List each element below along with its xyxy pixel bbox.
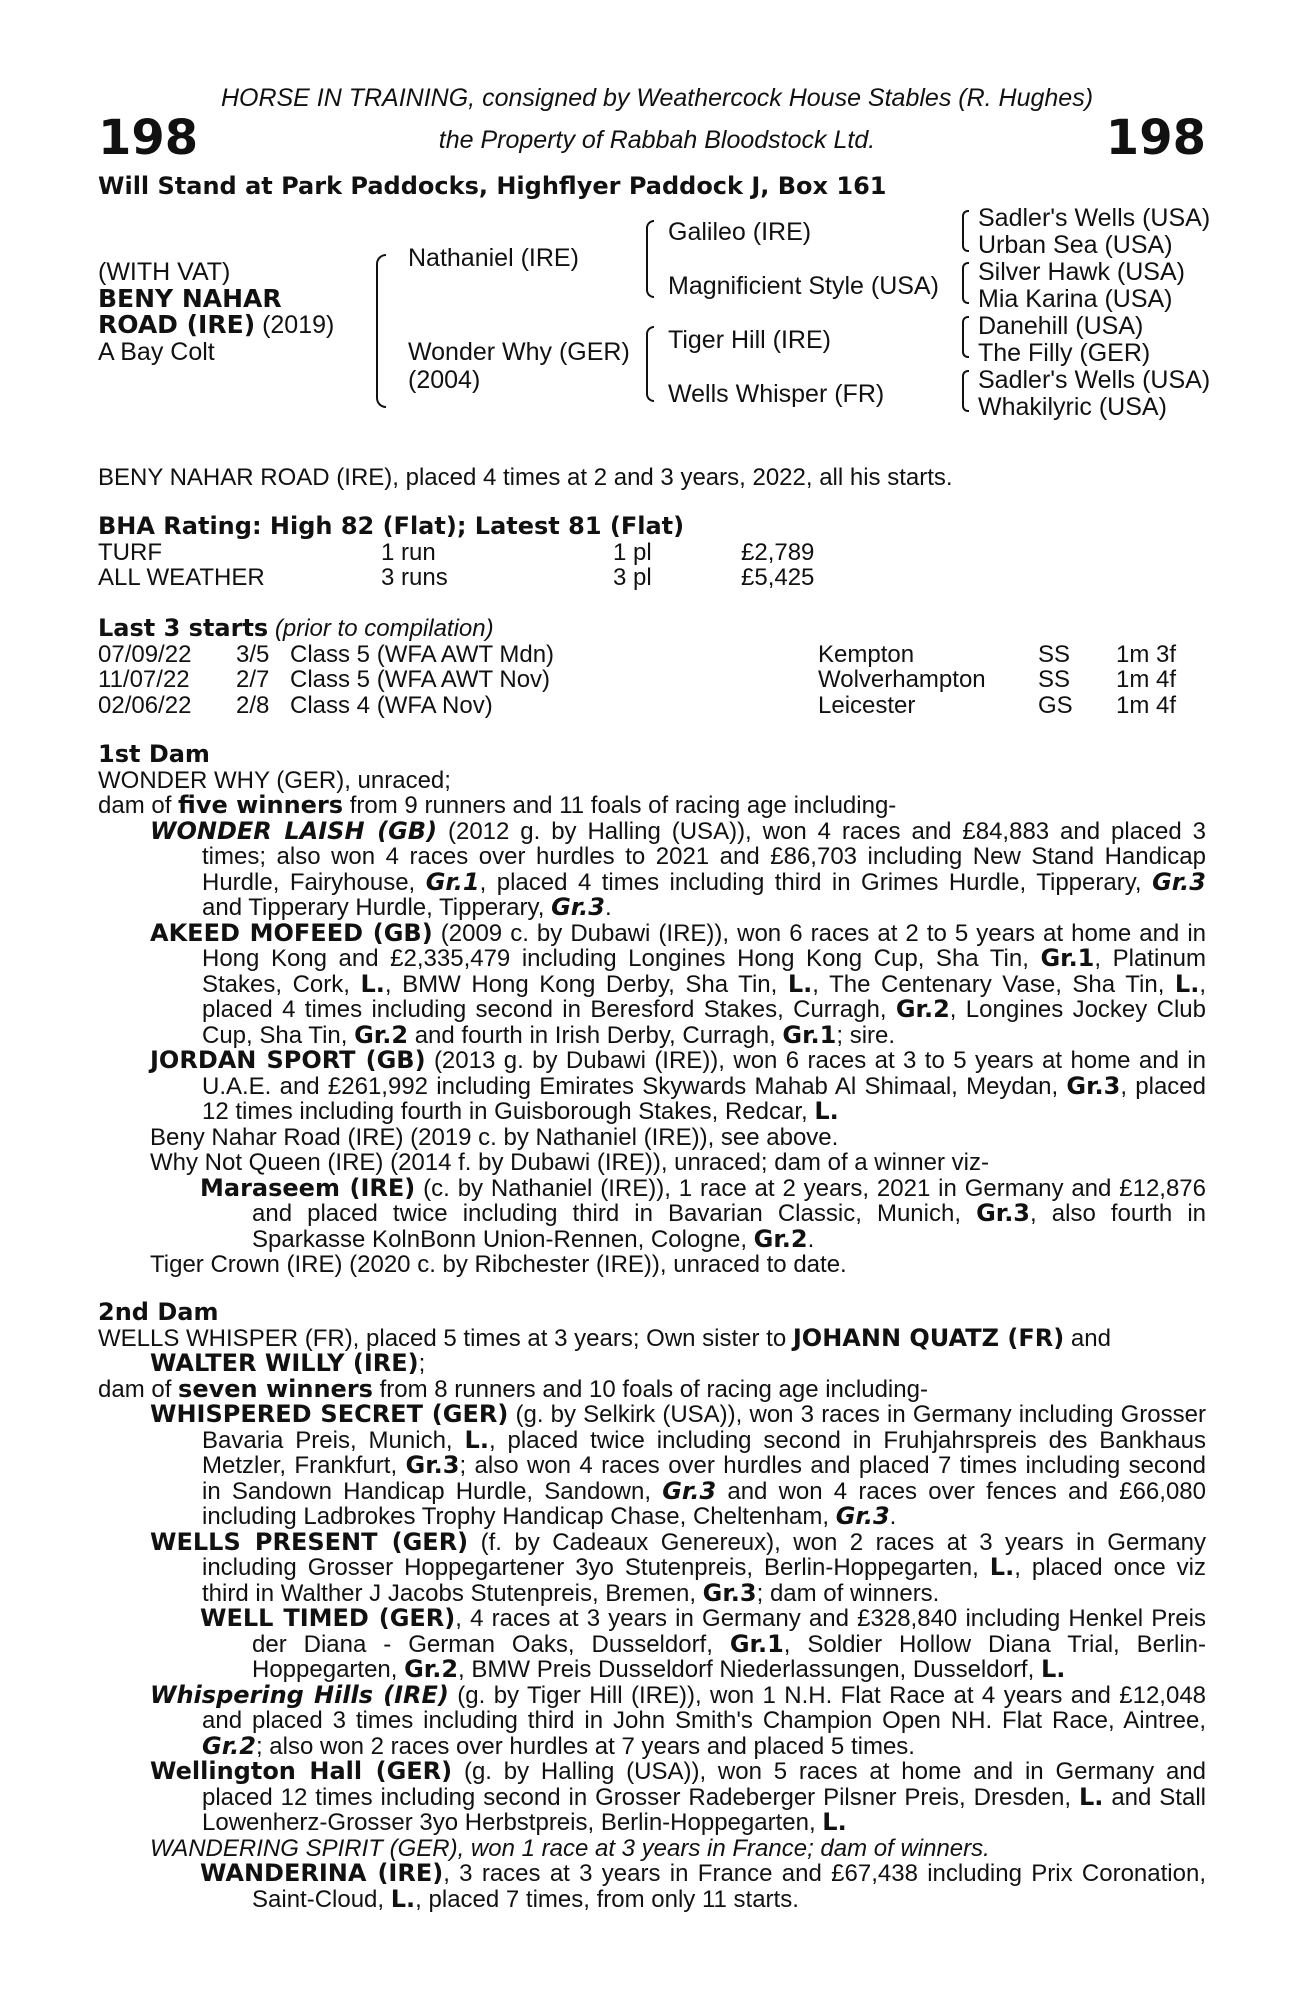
- pedigree-brace-dd: [962, 370, 969, 412]
- placed: 1 pl: [613, 538, 652, 566]
- grade: Gr.3: [662, 1476, 717, 1505]
- text: , placed 12 times including fourth in Guisborough Stakes, Redcar,: [202, 1072, 1206, 1125]
- text: , placed twice including second in Fruhjahrspreis des Bankhaus Metzler, Frankfurt,: [202, 1426, 1207, 1479]
- grade: Gr.3: [976, 1199, 1031, 1227]
- grade: Gr.3: [1152, 867, 1206, 896]
- pedigree-sss: Sadler's Wells (USA): [978, 204, 1211, 232]
- produce-entry: Tiger Crown (IRE) (2020 c. by Ribchester (IRE)), unraced to date.: [150, 1251, 847, 1278]
- grade: Gr.1: [729, 1629, 784, 1658]
- grade: L.: [1174, 969, 1200, 998]
- grade: L.: [814, 1097, 839, 1125]
- produce-name: Whispering Hills (IRE): [150, 1680, 449, 1709]
- earnings: £2,789: [741, 538, 815, 566]
- grade: Gr.2: [202, 1731, 256, 1760]
- produce-entry: [150, 918, 1207, 1049]
- text: dam of: [98, 1375, 179, 1403]
- lot-number-left: 198: [98, 110, 199, 166]
- text: ; also won 2 races over hurdles at 7 years and placed 5 times.: [255, 1732, 915, 1760]
- pedigree-dss: Danehill (USA): [978, 312, 1144, 340]
- grade: L.: [390, 1884, 416, 1913]
- text: and won 4 races over fences and £66,080 including Ladbrokes Trophy Handicap Chase, Cheltenham,: [202, 1477, 1206, 1530]
- starts-section: [98, 616, 1206, 718]
- first-dam-line: WONDER WHY (GER), unraced;: [98, 766, 451, 794]
- horse-year: (2019): [262, 311, 335, 339]
- grade: Gr.3: [702, 1578, 757, 1607]
- text: .: [807, 1225, 815, 1253]
- produce-entry: [150, 1527, 1207, 1607]
- text: .: [605, 894, 612, 921]
- rating-title: BHA Rating: High 82 (Flat); Latest 81 (Flat): [98, 512, 685, 540]
- text: ; dam of winners.: [756, 1579, 940, 1607]
- text: , 3 races at 3 years in France and £67,438 including Prix Coronation, Saint-Cloud,: [252, 1860, 1206, 1913]
- start-race: Class 5 (WFA AWT Nov): [290, 666, 551, 693]
- winners-count: seven winners: [178, 1374, 373, 1403]
- grade: Gr.3: [551, 893, 605, 921]
- vat-label: (WITH VAT): [98, 258, 231, 286]
- horse-description: A Bay Colt: [98, 338, 215, 366]
- pedigree-sire-dam: Magnificient Style (USA): [668, 272, 939, 300]
- pedigree-brace-main: [376, 254, 386, 408]
- pedigree-ddd: Whakilyric (USA): [978, 393, 1167, 421]
- text: , Soldier Hollow Diana Trial, Berlin-Hoppegarten,: [252, 1630, 1206, 1683]
- surface: ALL WEATHER: [98, 564, 265, 591]
- winners-count: five winners: [178, 791, 344, 819]
- text: WELLS WHISPER (FR), placed 5 times at 3 years; Own sister to: [98, 1324, 793, 1352]
- produce-name: Wellington Hall (GER): [150, 1757, 453, 1785]
- consignment-line: HORSE IN TRAINING, consigned by Weathercock House Stables (R. Hughes): [220, 84, 1094, 112]
- start-distance: 1m 3f: [1116, 640, 1177, 668]
- grade: Gr.3: [835, 1502, 890, 1530]
- horse-name-line2: [98, 310, 334, 340]
- surface: TURF: [98, 538, 162, 566]
- pedigree-ssd: Urban Sea (USA): [978, 231, 1173, 259]
- grade: Gr.2: [753, 1224, 808, 1253]
- grade: Gr.1: [782, 1020, 837, 1049]
- text: ;: [418, 1350, 426, 1377]
- grade: Gr.2: [404, 1655, 459, 1683]
- text: (2013 g. by Dubawi (IRE)), won 6 races at 3 to 5 years at home and in U.A.E. and £261,992 including Emirates Skywards Mahab Al Shimaal, Meydan,: [202, 1047, 1206, 1100]
- produce-entry: [150, 1048, 1206, 1125]
- text: , also fourth in Sparkasse KolnBonn Union-Rennen, Cologne,: [252, 1200, 1207, 1253]
- grade: L.: [989, 1553, 1015, 1581]
- produce-name: WHISPERED SECRET (GER): [150, 1400, 509, 1428]
- grade: Gr.3: [1066, 1071, 1121, 1100]
- pedigree-dam-dam: Wells Whisper (FR): [668, 380, 885, 408]
- pedigree-dam-sire: Tiger Hill (IRE): [668, 326, 831, 354]
- produce-name: WELLS PRESENT (GER): [150, 1527, 469, 1556]
- start-distance: 1m 4f: [1116, 666, 1177, 693]
- start-going: SS: [1038, 640, 1071, 668]
- pedigree-brace-sire: [646, 220, 654, 298]
- produce-entry: [150, 1680, 1207, 1760]
- pedigree-brace-ds: [962, 316, 969, 358]
- grade: L.: [464, 1425, 489, 1454]
- produce-name: WANDERINA (IRE): [200, 1859, 444, 1887]
- start-course: Wolverhampton: [818, 666, 986, 693]
- race-summary: BENY NAHAR ROAD (IRE), placed 4 times at 2 and 3 years, 2022, all his starts.: [98, 464, 953, 491]
- stand-location: Will Stand at Park Paddocks, Highflyer Paddock J, Box 161: [98, 172, 887, 200]
- grade: Gr.3: [405, 1451, 460, 1479]
- start-course: Leicester: [818, 691, 916, 719]
- pedigree-dam-year: (2004): [408, 366, 481, 394]
- table-row: [98, 540, 814, 566]
- lot-number-right: 198: [1105, 110, 1206, 166]
- property-line: the Property of Rabbah Bloodstock Ltd.: [438, 126, 876, 154]
- pedigree-sire: Nathaniel (IRE): [408, 244, 579, 272]
- start-going: GS: [1038, 691, 1073, 719]
- grade: Gr.2: [354, 1020, 409, 1049]
- start-position: 2/7: [236, 666, 270, 693]
- start-course: Kempton: [818, 640, 915, 668]
- pedigree-dds: Sadler's Wells (USA): [978, 366, 1211, 394]
- table-row: [98, 565, 814, 591]
- produce-entry: Why Not Queen (IRE) (2014 f. by Dubawi (IRE)), unraced; dam of a winner viz-: [150, 1149, 989, 1176]
- produce-name: WONDER LAISH (GB): [150, 816, 438, 845]
- start-distance: 1m 4f: [1116, 691, 1177, 719]
- relative-name: JOHANN QUATZ (FR): [792, 1323, 1065, 1352]
- text: ; also won 4 races over hurdles and placed 7 times including second in Sandown Handicap Hurdle, Sandown,: [202, 1452, 1206, 1505]
- second-dam-produce-intro: [98, 1374, 1206, 1403]
- text: , placed once viz third in Walther J Jacobs Stutenpreis, Bremen,: [202, 1554, 1206, 1607]
- grade: L.: [1040, 1655, 1066, 1683]
- first-dam-section: [98, 742, 1206, 1278]
- text: (c. by Nathaniel (IRE)), 1 race at 2 years, 2021 in Germany and £12,876 and placed twice including third in Bavarian Classic, Munich,: [252, 1174, 1207, 1227]
- text: (2012 g. by Halling (USA)), won 4 races and £84,883 and placed 3 times; also won 4 races over hurdles to 2021 and £86,703 including New Stand Handicap Hurdle, Fairyhouse,: [202, 817, 1206, 896]
- start-position: 3/5: [236, 640, 270, 668]
- text: and fourth in Irish Derby, Curragh,: [408, 1021, 783, 1049]
- second-dam-line: [98, 1323, 1206, 1377]
- starts-note: (prior to compilation): [274, 615, 494, 642]
- produce-name: JORDAN SPORT (GB): [150, 1046, 426, 1074]
- rating-table: [98, 540, 814, 591]
- pedigree-brace-dam: [646, 326, 654, 402]
- pedigree-dam: Wonder Why (GER): [408, 338, 630, 366]
- pedigree-sds: Silver Hawk (USA): [978, 258, 1185, 286]
- start-going: SS: [1038, 666, 1071, 693]
- text: and Stall Lowenherz-Grosser 3yo Herbstpreis, Berlin-Hoppegarten,: [202, 1783, 1206, 1836]
- start-date: 02/06/22: [98, 691, 192, 719]
- text: .: [889, 1503, 897, 1530]
- produce-entry: [150, 1402, 1206, 1530]
- text: dam of: [98, 792, 179, 819]
- text: from 8 runners and 10 foals of racing age including-: [372, 1375, 928, 1403]
- relative-name: WALTER WILLY (IRE): [150, 1349, 419, 1377]
- grade: Gr.1: [425, 867, 480, 896]
- text: , 4 races at 3 years in Germany and £328,840 including Henkel Preis der Diana - German Oaks, Dusseldorf,: [252, 1605, 1206, 1658]
- grade: L.: [360, 969, 385, 998]
- second-dam-section: [98, 1300, 1206, 1912]
- produce-entry: [150, 816, 1206, 921]
- start-date: 07/09/22: [98, 640, 192, 668]
- text: , BMW Hong Kong Derby, Sha Tin,: [384, 970, 788, 998]
- pedigree-brace-sd: [962, 262, 969, 304]
- text: , Longines Jockey Club Cup, Sha Tin,: [202, 996, 1206, 1049]
- produce-entry: [150, 1759, 1206, 1836]
- starts-heading: [98, 616, 1206, 642]
- second-dam-title: 2nd Dam: [98, 1298, 219, 1326]
- earnings: £5,425: [741, 564, 815, 591]
- rating-section: [98, 514, 1206, 591]
- text: , placed 4 times including second in Beresford Stakes, Curragh,: [202, 970, 1207, 1023]
- text: , BMW Preis Dusseldorf Niederlassungen, Dusseldorf,: [458, 1656, 1041, 1683]
- horse-name-line1: BENY NAHAR: [98, 284, 282, 313]
- text: ; sire.: [836, 1021, 896, 1049]
- table-row: [98, 693, 1176, 719]
- grade: Gr.2: [895, 995, 950, 1023]
- pedigree-dsd: The Filly (GER): [978, 339, 1151, 367]
- text: , The Centenary Vase, Sha Tin,: [812, 970, 1175, 998]
- text: and: [1064, 1324, 1111, 1352]
- text: , placed 7 times, from only 11 starts.: [415, 1885, 799, 1913]
- text: (f. by Cadeaux Genereux), won 2 races at 3 years in Germany including Grosser Hoppegartener 3yo Stutenpreis, Berlin-Hoppegarten,: [202, 1528, 1207, 1581]
- text: (2009 c. by Dubawi (IRE)), won 6 races at 2 to 5 years at home and in Hong Kong and £2,335,479 including Longines Hong Kong Cup, Sha Tin,: [202, 919, 1206, 972]
- produce-name: Maraseem (IRE): [200, 1173, 416, 1202]
- starts-title: Last 3 starts: [98, 614, 269, 642]
- text: from 9 runners and 11 foals of racing age including-: [343, 792, 897, 819]
- text: and Tipperary Hurdle, Tipperary,: [202, 894, 552, 921]
- table-row: [98, 667, 1176, 693]
- produce-entry: [200, 1861, 1206, 1912]
- text: , placed 4 times including third in Grimes Hurdle, Tipperary,: [479, 868, 1153, 896]
- runs: 1 run: [381, 538, 436, 566]
- horse-name-text: ROAD (IRE): [98, 310, 256, 339]
- start-race: Class 4 (WFA Nov): [290, 691, 493, 719]
- grade: L.: [787, 969, 813, 998]
- starts-table: [98, 642, 1176, 719]
- start-date: 11/07/22: [98, 666, 190, 693]
- produce-name: AKEED MOFEED (GB): [150, 918, 433, 947]
- start-position: 2/8: [236, 691, 270, 719]
- produce-entry: [200, 1606, 1206, 1683]
- produce-name: WELL TIMED (GER): [200, 1604, 456, 1632]
- produce-entry: Beny Nahar Road (IRE) (2019 c. by Nathaniel (IRE)), see above.: [150, 1123, 839, 1151]
- text: (g. by Selkirk (USA)), won 3 races in Germany including Grosser Bavaria Preis, Munich,: [202, 1401, 1206, 1454]
- grade: L.: [1078, 1782, 1104, 1811]
- grade: L.: [822, 1808, 847, 1836]
- start-race: Class 5 (WFA AWT Mdn): [290, 640, 555, 668]
- table-row: [98, 642, 1176, 668]
- text: (g. by Halling (USA)), won 5 races at home and in Germany and placed 12 times including second in Grosser Radeberger Pilsner Preis, Dresden,: [202, 1758, 1206, 1811]
- text: (g. by Tiger Hill (IRE)), won 1 N.H. Flat Race at 4 years and £12,048 and placed 3 times including third in John Smith's Champion Open NH. Flat Race, Aintree,: [202, 1681, 1207, 1734]
- text: , Platinum Stakes, Cork,: [202, 945, 1206, 998]
- runs: 3 runs: [381, 564, 448, 591]
- grade: Gr.1: [1040, 944, 1095, 972]
- placed: 3 pl: [613, 564, 652, 591]
- first-dam-produce-intro: [98, 793, 1206, 819]
- pedigree-sire-sire: Galileo (IRE): [668, 218, 812, 246]
- pedigree-brace-ss: [962, 210, 969, 252]
- pedigree-sdd: Mia Karina (USA): [978, 285, 1173, 313]
- produce-entry: WANDERING SPIRIT (GER), won 1 race at 3 years in France; dam of winners.: [150, 1834, 990, 1862]
- first-dam-title: 1st Dam: [98, 740, 210, 768]
- produce-entry: [200, 1173, 1207, 1253]
